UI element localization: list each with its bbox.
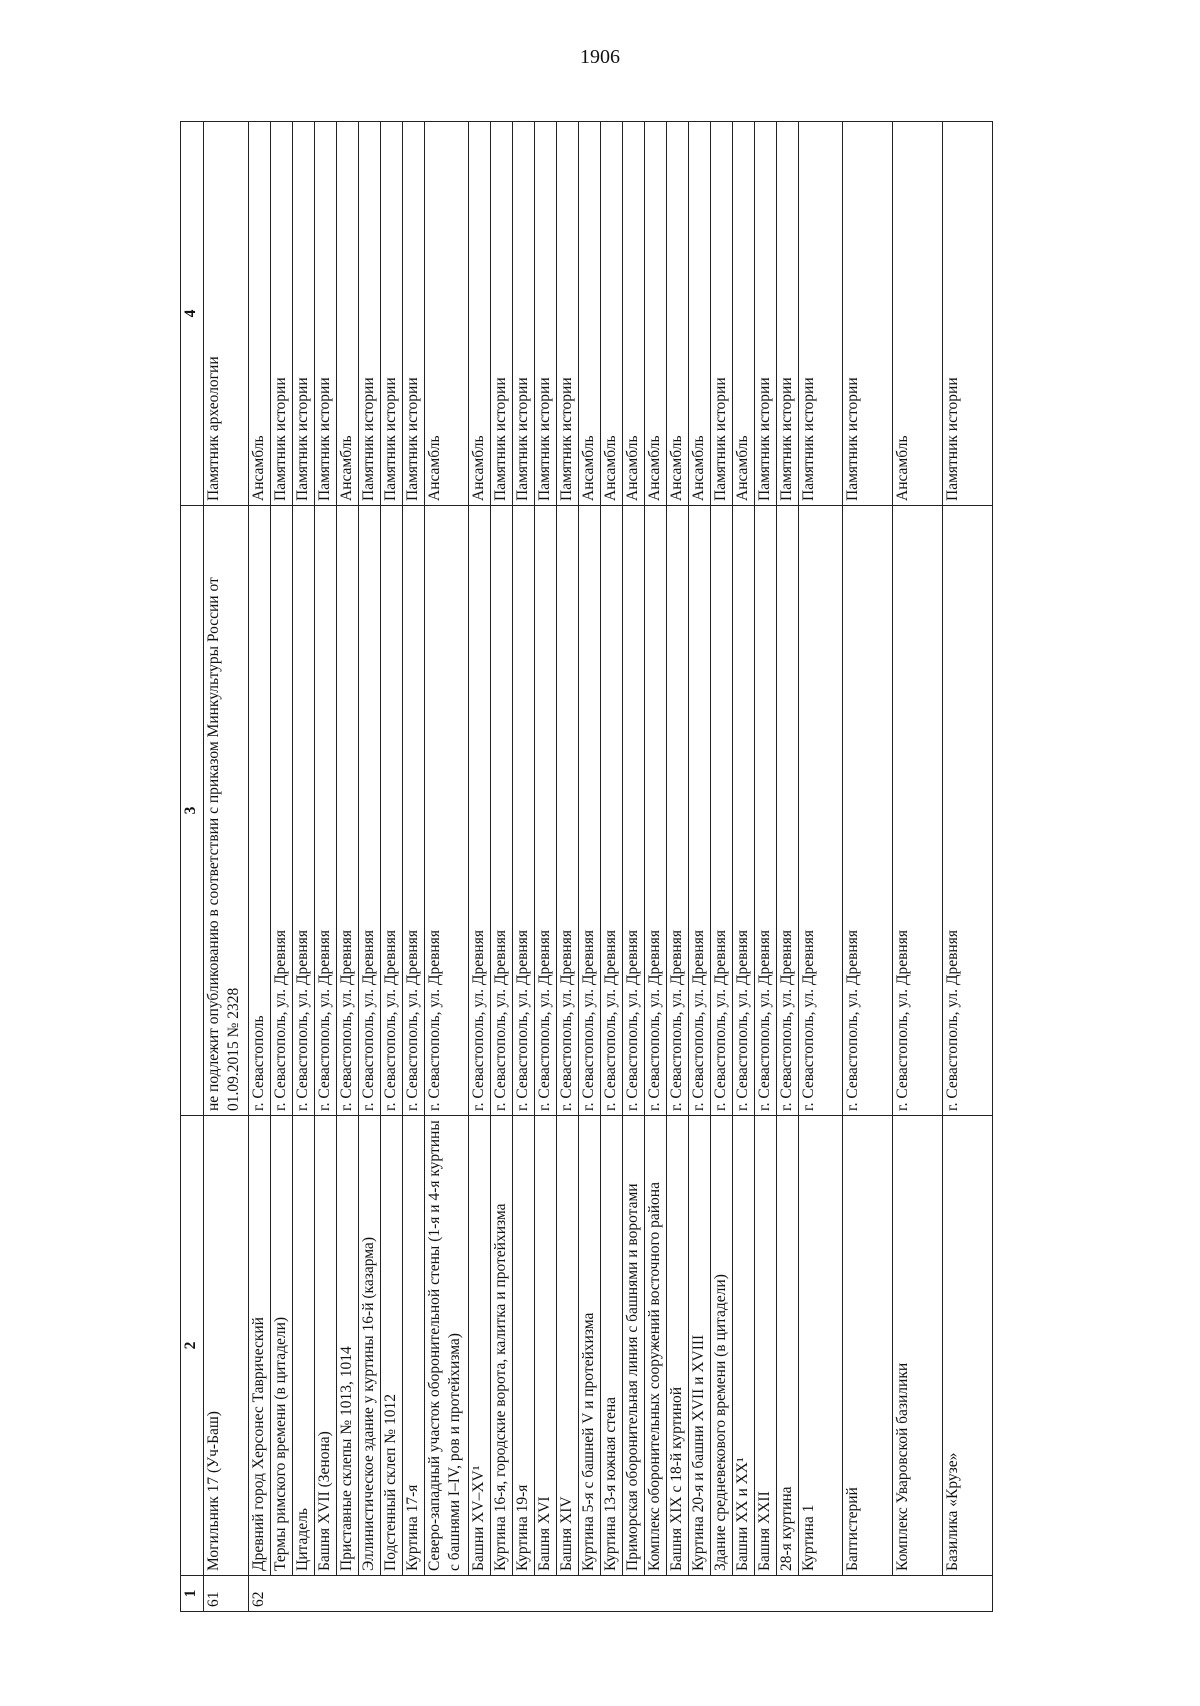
- object-type: Памятник истории: [513, 122, 535, 506]
- object-name: Башня XVI: [535, 1116, 557, 1576]
- object-type: Памятник истории: [843, 122, 893, 506]
- table-row: [271, 122, 293, 1612]
- object-type: Ансамбль: [733, 122, 755, 506]
- object-type: Ансамбль: [689, 122, 711, 506]
- object-address: г. Севастополь, ул. Древняя: [469, 506, 491, 1116]
- table-row: [204, 122, 249, 1612]
- object-type: Ансамбль: [579, 122, 601, 506]
- row-number: 62: [249, 1576, 993, 1612]
- col-header-3: 3: [181, 506, 204, 1116]
- object-type: Ансамбль: [469, 122, 491, 506]
- table-row: [711, 122, 733, 1612]
- table-row: [777, 122, 799, 1612]
- object-address: г. Севастополь, ул. Древняя: [491, 506, 513, 1116]
- object-address: г. Севастополь, ул. Древняя: [799, 506, 843, 1116]
- object-address: г. Севастополь, ул. Древняя: [733, 506, 755, 1116]
- table-row: [293, 122, 315, 1612]
- object-type: Памятник истории: [315, 122, 337, 506]
- table-row: [733, 122, 755, 1612]
- object-name: Куртина 19-я: [513, 1116, 535, 1576]
- table-row: [491, 122, 513, 1612]
- object-address: г. Севастополь, ул. Древняя: [843, 506, 893, 1116]
- object-address: г. Севастополь, ул. Древняя: [711, 506, 733, 1116]
- object-name: Башни XX и XX¹: [733, 1116, 755, 1576]
- object-name: Куртина 5-я с башней V и протейхизма: [579, 1116, 601, 1576]
- object-type: Ансамбль: [425, 122, 469, 506]
- table-row: [579, 122, 601, 1612]
- object-name: Здание средневекового времени (в цитадели): [711, 1116, 733, 1576]
- object-name: Северо-западный участок оборонительной стены (1-я и 4-я куртины с башнями I–IV, ров и протейхизма): [425, 1116, 469, 1576]
- page-number: 1906: [580, 46, 620, 68]
- table-row: [689, 122, 711, 1612]
- header-row: [181, 122, 204, 1612]
- object-address: г. Севастополь, ул. Древняя: [601, 506, 623, 1116]
- object-name: Древний город Херсонес Таврический: [249, 1116, 271, 1576]
- object-address: г. Севастополь, ул. Древняя: [623, 506, 645, 1116]
- table-row: [513, 122, 535, 1612]
- object-name: 28-я куртина: [777, 1116, 799, 1576]
- table-row: [943, 122, 993, 1612]
- object-address: г. Севастополь, ул. Древняя: [381, 506, 403, 1116]
- object-type: Памятник истории: [381, 122, 403, 506]
- object-type: Памятник истории: [943, 122, 993, 506]
- object-address: г. Севастополь, ул. Древняя: [943, 506, 993, 1116]
- object-name: Куртина 13-я южная стена: [601, 1116, 623, 1576]
- object-address: г. Севастополь, ул. Древняя: [755, 506, 777, 1116]
- table-row: [403, 122, 425, 1612]
- table-row: [425, 122, 469, 1612]
- object-name: Термы римского времени (в цитадели): [271, 1116, 293, 1576]
- object-address: г. Севастополь, ул. Древняя: [689, 506, 711, 1116]
- object-name: Эллинистическое здание у куртины 16-й (казарма): [359, 1116, 381, 1576]
- object-name: Могильник 17 (Уч-Баш): [204, 1116, 249, 1576]
- object-name: Башня XIV: [557, 1116, 579, 1576]
- object-address: г. Севастополь, ул. Древняя: [777, 506, 799, 1116]
- object-type: Ансамбль: [601, 122, 623, 506]
- table-row: [601, 122, 623, 1612]
- col-header-2: 2: [181, 1116, 204, 1576]
- object-address: г. Севастополь, ул. Древняя: [359, 506, 381, 1116]
- row-number: 61: [204, 1576, 249, 1612]
- object-address: г. Севастополь, ул. Древняя: [337, 506, 359, 1116]
- object-name: Цитадель: [293, 1116, 315, 1576]
- object-name: Башня XXII: [755, 1116, 777, 1576]
- object-address: г. Севастополь, ул. Древняя: [403, 506, 425, 1116]
- object-address: г. Севастополь, ул. Древняя: [535, 506, 557, 1116]
- object-name: Базилика «Крузе»: [943, 1116, 993, 1576]
- monuments-table: [180, 121, 993, 1612]
- object-name: Приморская оборонительная линия с башнями и воротами: [623, 1116, 645, 1576]
- table-row: [843, 122, 893, 1612]
- table-row: [667, 122, 689, 1612]
- object-type: Памятник истории: [403, 122, 425, 506]
- object-address: г. Севастополь, ул. Древняя: [513, 506, 535, 1116]
- table-row: [337, 122, 359, 1612]
- object-address: г. Севастополь: [249, 506, 271, 1116]
- object-type: Ансамбль: [667, 122, 689, 506]
- table-row: [315, 122, 337, 1612]
- object-address: г. Севастополь, ул. Древняя: [579, 506, 601, 1116]
- object-type: Памятник истории: [491, 122, 513, 506]
- table-row: [535, 122, 557, 1612]
- table-row: [381, 122, 403, 1612]
- object-name: Комплекс оборонительных сооружений восточного района: [645, 1116, 667, 1576]
- object-type: Ансамбль: [623, 122, 645, 506]
- object-type: Ансамбль: [249, 122, 271, 506]
- object-address: г. Севастополь, ул. Древняя: [271, 506, 293, 1116]
- object-name: Куртина 1: [799, 1116, 843, 1576]
- object-address: г. Севастополь, ул. Древняя: [315, 506, 337, 1116]
- object-address: г. Севастополь, ул. Древняя: [293, 506, 315, 1116]
- object-name: Подстенный склеп № 1012: [381, 1116, 403, 1576]
- object-type: Памятник истории: [711, 122, 733, 506]
- object-type: Памятник археологии: [204, 122, 249, 506]
- object-name: Куртина 17-я: [403, 1116, 425, 1576]
- table-row: [645, 122, 667, 1612]
- object-name: Башня XVII (Зенона): [315, 1116, 337, 1576]
- object-name: Приставные склепы № 1013, 1014: [337, 1116, 359, 1576]
- object-address: г. Севастополь, ул. Древняя: [667, 506, 689, 1116]
- table-row: [755, 122, 777, 1612]
- object-type: Памятник истории: [535, 122, 557, 506]
- object-type: Памятник истории: [557, 122, 579, 506]
- object-name: Башни XV–XV¹: [469, 1116, 491, 1576]
- object-type: Памятник истории: [777, 122, 799, 506]
- object-type: Ансамбль: [645, 122, 667, 506]
- object-type: Памятник истории: [359, 122, 381, 506]
- object-address: г. Севастополь, ул. Древняя: [425, 506, 469, 1116]
- table-row: [893, 122, 943, 1612]
- object-name: Башня XIX с 18-й куртиной: [667, 1116, 689, 1576]
- object-address: не подлежит опубликованию в соответствии с приказом Минкультуры России от 01.09.2015 № 2328: [204, 506, 249, 1116]
- object-type: Памятник истории: [799, 122, 843, 506]
- object-type: Памятник истории: [271, 122, 293, 506]
- rotated-table-container: [180, 122, 1080, 1612]
- object-type: Памятник истории: [293, 122, 315, 506]
- table-row: [469, 122, 491, 1612]
- object-name: Комплекс Уваровской базилики: [893, 1116, 943, 1576]
- table-row: [249, 122, 271, 1612]
- object-name: Баптистерий: [843, 1116, 893, 1576]
- object-address: г. Севастополь, ул. Древняя: [893, 506, 943, 1116]
- object-name: Куртина 20-я и башни XVII и XVIII: [689, 1116, 711, 1576]
- object-address: г. Севастополь, ул. Древняя: [645, 506, 667, 1116]
- object-name: Куртина 16-я, городские ворота, калитка и протейхизма: [491, 1116, 513, 1576]
- col-header-1: 1: [181, 1576, 204, 1612]
- table-row: [557, 122, 579, 1612]
- object-type: Ансамбль: [337, 122, 359, 506]
- table-row: [623, 122, 645, 1612]
- table-row: [359, 122, 381, 1612]
- object-address: г. Севастополь, ул. Древняя: [557, 506, 579, 1116]
- col-header-4: 4: [181, 122, 204, 506]
- object-type: Памятник истории: [755, 122, 777, 506]
- table-row: [799, 122, 843, 1612]
- object-type: Ансамбль: [893, 122, 943, 506]
